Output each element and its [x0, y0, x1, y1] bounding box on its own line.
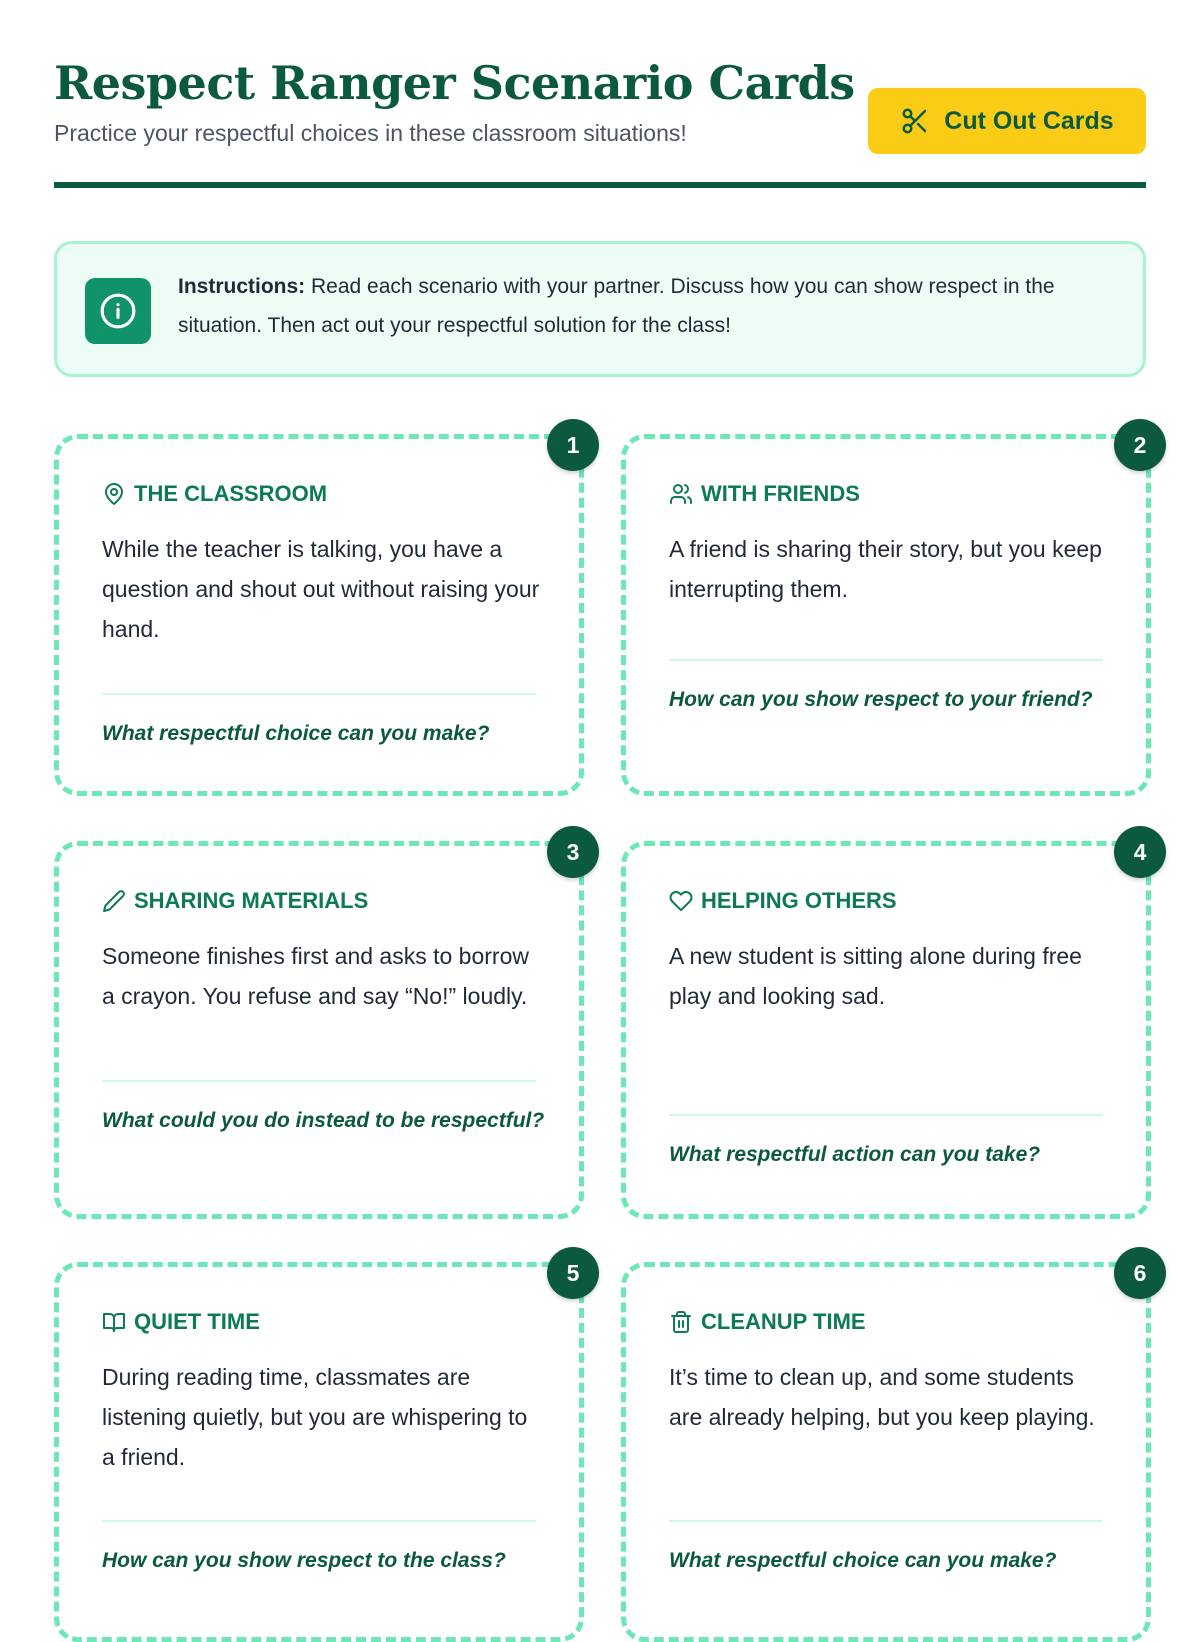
scenario-card-2 — [621, 431, 1151, 796]
scissors-icon — [900, 106, 930, 136]
heart-icon — [669, 889, 693, 913]
cut-out-cards-button[interactable] — [868, 88, 1146, 154]
cut-out-cards-label: Cut Out Cards — [944, 106, 1114, 135]
card-category-label: SHARING MATERIALS — [134, 888, 369, 913]
scenario-card-4 — [621, 838, 1151, 1219]
card-number-badge: 5 — [547, 1247, 599, 1299]
card-number-badge: 6 — [1114, 1247, 1166, 1299]
scenario-card-5 — [54, 1259, 584, 1642]
card-category-label: CLEANUP TIME — [701, 1309, 866, 1334]
card-category — [102, 1309, 260, 1335]
card-divider — [102, 693, 536, 695]
card-divider — [669, 1114, 1103, 1116]
info-icon — [99, 292, 137, 330]
book-icon — [102, 1310, 126, 1334]
trash-icon — [669, 1310, 693, 1334]
header-divider — [54, 182, 1146, 188]
users-icon — [669, 482, 693, 506]
card-number-badge: 3 — [547, 826, 599, 878]
scenario-card-1 — [54, 431, 584, 796]
card-divider — [669, 659, 1103, 661]
card-scenario: During reading time, classmates are listening quietly, but you are whispering to a friend. — [102, 1364, 528, 1470]
card-number-badge: 1 — [547, 419, 599, 471]
card-question: How can you show respect to the class? — [102, 1549, 506, 1572]
scenario-card-3 — [54, 838, 584, 1219]
instructions-text — [178, 267, 1118, 345]
page-title: Respect Ranger Scenario Cards — [54, 56, 855, 110]
page-subtitle: Practice your respectful choices in these classroom situations! — [54, 120, 687, 146]
instructions-box — [54, 241, 1146, 377]
card-number-badge: 2 — [1114, 419, 1166, 471]
card-question: What could you do instead to be respectful? — [102, 1109, 545, 1132]
instructions-body: Read each scenario with your partner. Discuss how you can show respect in the situation. Then act out your respectful solution for the class! — [178, 275, 1055, 337]
card-category-label: HELPING OTHERS — [701, 888, 897, 913]
card-number-badge: 4 — [1114, 826, 1166, 878]
card-category — [669, 481, 860, 507]
instructions-label: Instructions: — [178, 275, 306, 298]
card-question: What respectful action can you take? — [669, 1143, 1041, 1166]
card-scenario: It’s time to clean up, and some students are already helping, but you keep playing. — [669, 1364, 1095, 1430]
page-header — [54, 52, 1146, 188]
card-question: How can you show respect to your friend? — [669, 688, 1093, 711]
card-category — [669, 888, 897, 914]
card-scenario: A friend is sharing their story, but you keep interrupting them. — [669, 536, 1102, 602]
card-category-label: THE CLASSROOM — [134, 481, 328, 506]
card-category — [102, 481, 327, 507]
scenario-card-6 — [621, 1259, 1151, 1642]
info-badge — [85, 278, 151, 344]
map-pin-icon — [102, 482, 126, 506]
card-scenario: A new student is sitting alone during free play and looking sad. — [669, 943, 1082, 1009]
card-question: What respectful choice can you make? — [102, 722, 490, 745]
card-category — [102, 888, 368, 914]
card-divider — [102, 1520, 536, 1522]
card-category-label: WITH FRIENDS — [701, 481, 860, 506]
card-divider — [669, 1520, 1103, 1522]
card-scenario: While the teacher is talking, you have a question and shout out without raising your hand. — [102, 536, 540, 642]
card-category — [669, 1309, 866, 1335]
card-divider — [102, 1080, 536, 1082]
card-category-label: QUIET TIME — [134, 1309, 260, 1334]
card-question: What respectful choice can you make? — [669, 1549, 1057, 1572]
pencil-icon — [102, 889, 126, 913]
card-scenario: Someone finishes first and asks to borrow a crayon. You refuse and say “No!” loudly. — [102, 943, 529, 1009]
